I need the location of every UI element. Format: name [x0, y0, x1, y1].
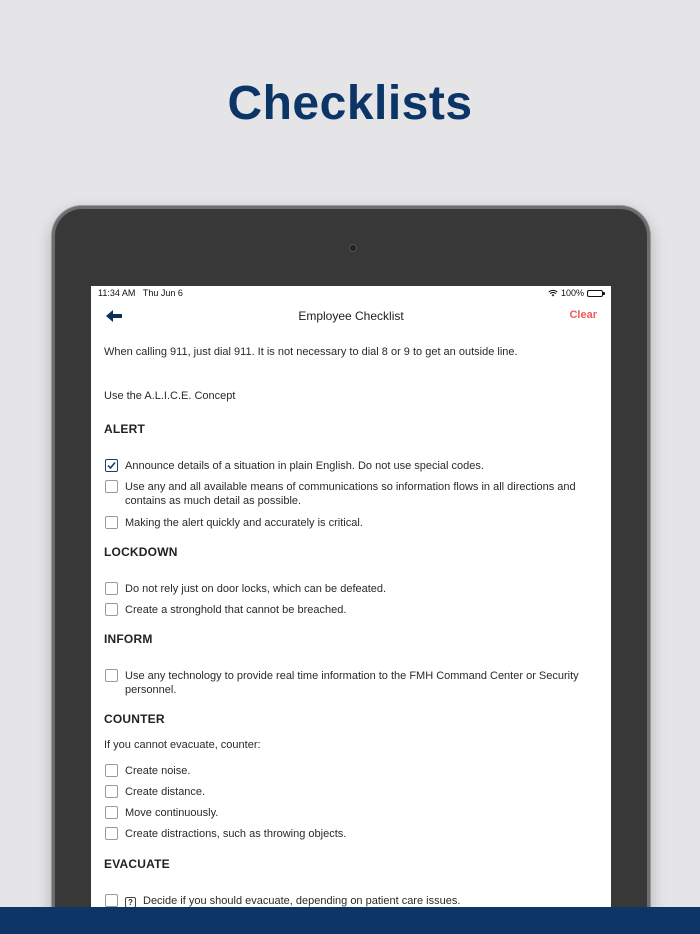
intro-911: When calling 911, just dial 911. It is not necessary to dial 8 or 9 to get an outside line. [104, 346, 518, 358]
checkbox[interactable] [105, 894, 118, 907]
section-title-lockdown: LOCKDOWN [104, 545, 178, 559]
checkbox[interactable] [105, 516, 118, 529]
checklist-item[interactable] [105, 785, 581, 799]
checklist-item[interactable] [105, 806, 581, 820]
checkbox[interactable] [105, 480, 118, 493]
checkbox[interactable] [105, 582, 118, 595]
checklist-item-label: Create a stronghold that cannot be breached. [125, 604, 347, 616]
section-title-counter: COUNTER [104, 712, 165, 726]
wifi-icon [548, 289, 558, 297]
checklist-item-label: Move continuously. [125, 807, 219, 819]
nav-bar [91, 301, 611, 331]
checklist-item[interactable] [105, 516, 581, 530]
checklist-item-label: Use any technology to provide real time information to the FMH Command Center or Security personnel. [125, 670, 579, 696]
camera-dot [349, 244, 357, 252]
checkbox[interactable] [105, 806, 118, 819]
footer-bar [0, 907, 700, 934]
battery-icon [587, 290, 603, 297]
checklist-item-label: Use any and all available means of communications so information flows in all directions and contains as much detail as possible. [125, 481, 576, 507]
checkbox-checked[interactable] [105, 459, 118, 472]
checkbox[interactable] [105, 827, 118, 840]
checkmark-icon [107, 461, 116, 470]
status-right [548, 288, 603, 298]
tablet-frame [52, 206, 650, 934]
checklist-item-label-wrap [125, 894, 460, 908]
checklist-item-label: Making the alert quickly and accurately is critical. [125, 517, 363, 529]
section-title-evacuate: EVACUATE [104, 857, 170, 871]
checklist-item-label: Decide if you should evacuate, depending on patient care issues. [143, 895, 461, 907]
intro-alice: Use the A.L.I.C.E. Concept [104, 390, 236, 402]
back-button[interactable] [103, 306, 125, 326]
battery-percent: 100% [560, 288, 584, 298]
clear-button[interactable]: Clear [569, 309, 597, 321]
checklist-item[interactable] [105, 603, 581, 617]
arrow-left-icon [105, 309, 123, 323]
checklist-item-label: Do not rely just on door locks, which can be defeated. [125, 583, 387, 595]
checklist-item[interactable] [105, 669, 581, 697]
section-title-inform: INFORM [104, 632, 153, 646]
checklist-item[interactable] [105, 480, 581, 508]
checklist-item[interactable] [105, 582, 581, 596]
status-bar [91, 286, 611, 301]
checklist-item-label: Announce details of a situation in plain English. Do not use special codes. [125, 460, 484, 472]
checkbox[interactable] [105, 785, 118, 798]
help-icon[interactable]: ? [125, 897, 136, 908]
checklist-item[interactable] [105, 459, 581, 473]
page-title: Employee Checklist [298, 309, 404, 323]
checklist-item-label: Create distractions, such as throwing objects. [125, 828, 347, 840]
checkbox[interactable] [105, 764, 118, 777]
status-time: 11:34 AM Thu Jun 6 [98, 288, 183, 298]
checklist-item[interactable] [105, 827, 581, 841]
section-title-alert: ALERT [104, 422, 145, 436]
section-subtitle-counter: If you cannot evacuate, counter: [104, 739, 261, 751]
checklist-item-label: Create noise. [125, 765, 191, 777]
checklist-item[interactable] [105, 894, 581, 908]
checklist-item-label: Create distance. [125, 786, 206, 798]
headline: Checklists [227, 77, 473, 130]
checklist-item[interactable] [105, 764, 581, 778]
checkbox[interactable] [105, 669, 118, 682]
app-screen [91, 286, 611, 934]
checkbox[interactable] [105, 603, 118, 616]
